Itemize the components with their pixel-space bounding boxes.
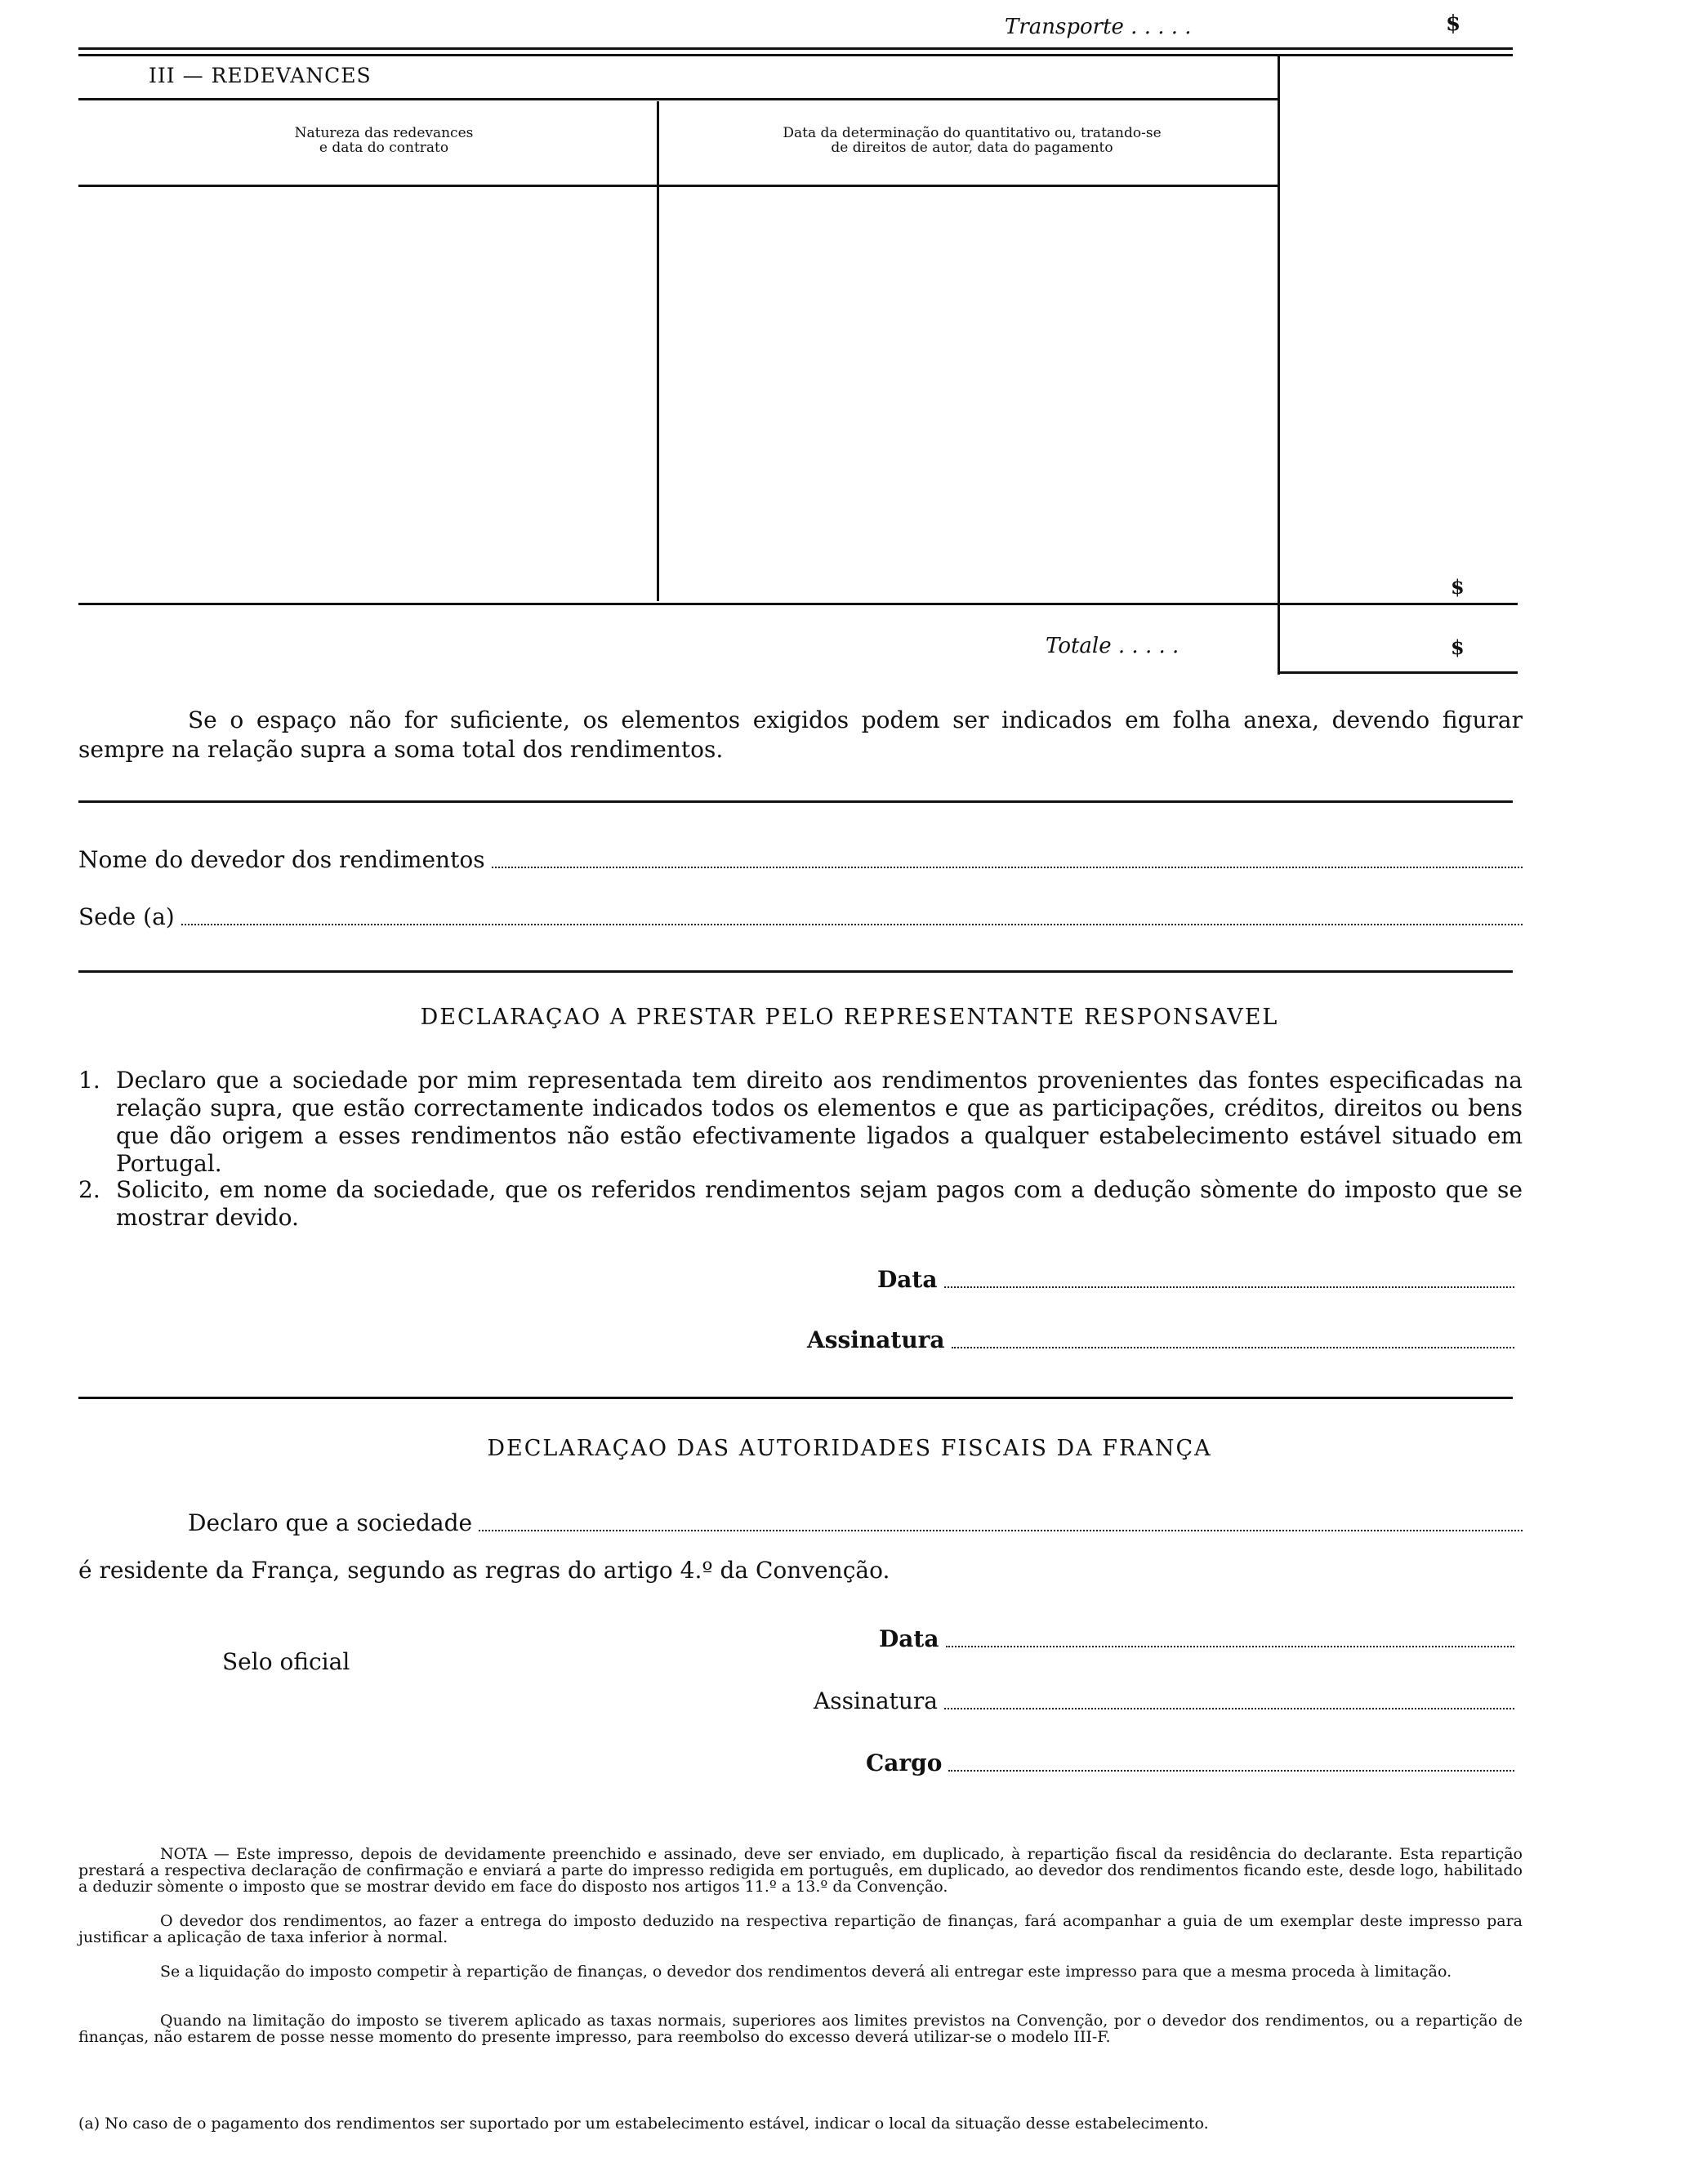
amount-entry-area[interactable] xyxy=(1281,57,1518,596)
nature-entry-area[interactable] xyxy=(78,188,657,599)
authority-date-field[interactable] xyxy=(946,1629,1515,1647)
space-note: Se o espaço não for suficiente, os elementos exigidos podem ser indicados em folha anexa, devendo figurar sempre na relação supra a soma total dos rendimentos. xyxy=(78,706,1523,763)
note-paragraph-2: O devedor dos rendimentos, ao fazer a entrega do imposto deduzido na respectiva repartição de finanças, fará acompanhar a guia de um exemplar deste impresso para justificar a aplicação de taxa inferior à normal. xyxy=(78,1912,1523,1946)
company-name-field[interactable] xyxy=(479,1513,1523,1531)
column-header-date: Data da determinação do quantitativo ou, tratando-se de direitos de autor, data do pagamento xyxy=(783,125,1162,156)
authority-position-row xyxy=(866,1749,1514,1776)
authorities-heading: DECLARAÇAO DAS AUTORIDADES FISCAIS DA FRANÇA xyxy=(487,1436,1212,1461)
table-bottom-rule xyxy=(78,603,1518,605)
section-title-rule xyxy=(78,98,1278,100)
representative-signature-field[interactable] xyxy=(952,1330,1514,1348)
footnote-a: (a) No caso de o pagamento dos rendimentos ser suportado por um estabelecimento estável, indicar o local da situação desse estabelecimento. xyxy=(78,2115,1209,2133)
transport-label: Transporte . . . . . xyxy=(1005,15,1192,39)
authority-date-row xyxy=(879,1625,1514,1652)
subtotal-currency: $ xyxy=(1451,575,1465,599)
official-seal-label: Selo oficial xyxy=(222,1648,350,1675)
note-paragraph-4: Quando na limitação do imposto se tiverem aplicado as taxas normais, superiores aos limites previstos na Convenção, por o devedor dos rendimentos, ou a repartição de finanças, não estarem de posse nesse momento do presente impresso, para reembolso do excesso deverá utilizar-se o modelo III-F. xyxy=(78,2012,1523,2046)
table-divider-amount xyxy=(1278,54,1280,675)
residence-statement: é residente da França, segundo as regras do artigo 4.º da Convenção. xyxy=(78,1557,890,1584)
representative-date-label: Data xyxy=(877,1266,938,1293)
debtor-seat-label: Sede (a) xyxy=(78,903,175,930)
authority-position-field[interactable] xyxy=(948,1754,1514,1772)
table-divider-col xyxy=(657,101,659,601)
authority-signature-label: Assinatura xyxy=(814,1687,939,1714)
declaration-item-2 xyxy=(78,1176,1523,1232)
section-title: III — REDEVANCES xyxy=(149,64,372,87)
column-header-rule xyxy=(78,185,1278,187)
rule-before-representative xyxy=(78,970,1513,973)
authority-date-label: Data xyxy=(879,1625,939,1652)
debtor-seat-field[interactable] xyxy=(181,907,1523,925)
representative-date-row xyxy=(877,1266,1514,1293)
company-declare-row xyxy=(188,1509,1523,1536)
debtor-name-label: Nome do devedor dos rendimentos xyxy=(78,846,485,873)
authority-signature-field[interactable] xyxy=(944,1691,1514,1709)
date-entry-area[interactable] xyxy=(660,188,1278,599)
note-paragraph-3: Se a liquidação do imposto competir à repartição de finanças, o devedor dos rendimentos deverá ali entregar este impresso para que a mesma proceda à limitação. xyxy=(160,1963,1452,1981)
declaration-item-1 xyxy=(78,1067,1523,1178)
total-label: Totale . . . . . xyxy=(1046,634,1179,658)
representative-signature-label: Assinatura xyxy=(807,1326,945,1353)
authority-signature-row xyxy=(814,1687,1514,1714)
representative-heading: DECLARAÇAO A PRESTAR PELO REPRESENTANTE RESPONSAVEL xyxy=(420,1005,1279,1030)
authority-position-label: Cargo xyxy=(866,1749,943,1776)
representative-date-field[interactable] xyxy=(944,1270,1515,1288)
debtor-seat-row xyxy=(78,903,1523,930)
top-rule-1 xyxy=(78,47,1513,50)
debtor-name-row xyxy=(78,846,1523,873)
rule-before-debtor xyxy=(78,800,1513,803)
declaration-item-number: 1. xyxy=(78,1067,100,1094)
declaration-item-text: Solicito, em nome da sociedade, que os referidos rendimentos sejam pagos com a dedução sòmente do imposto que se mostrar devido. xyxy=(116,1176,1523,1231)
note-paragraph-1: NOTA — Este impresso, depois de devidamente preenchido e assinado, deve ser enviado, em duplicado, à repartição fiscal da residência do declarante. Esta repartição prestará a respectiva declaração de confirmação e enviará a parte do impresso redigida em português, em duplicado, ao devedor dos rendimentos ficando este, desde logo, habilitado a deduzir sòmente o imposto que se mostrar devido em face do disposto nos artigos 11.º a 13.º da Convenção. xyxy=(78,1845,1523,1896)
company-declare-label: Declaro que a sociedade xyxy=(188,1509,473,1536)
rule-before-authorities xyxy=(78,1397,1513,1399)
total-currency: $ xyxy=(1451,635,1465,659)
declaration-item-number: 2. xyxy=(78,1176,100,1203)
declaration-item-text: Declaro que a sociedade por mim representada tem direito aos rendimentos provenientes das fontes especificadas na relação supra, que estão correctamente indicados todos os elementos e que as participações, créditos, direitos ou bens que dão origem a esses rendimentos não estão efectivamente ligados a qualquer estabelecimento estável situado em Portugal. xyxy=(116,1067,1523,1177)
column-header-nature: Natureza das redevances e data do contrato xyxy=(294,125,474,156)
representative-signature-row xyxy=(807,1326,1514,1353)
top-rule-2 xyxy=(78,54,1513,56)
total-rule xyxy=(1278,671,1518,674)
debtor-name-field[interactable] xyxy=(492,850,1523,868)
transport-currency: $ xyxy=(1446,11,1461,36)
